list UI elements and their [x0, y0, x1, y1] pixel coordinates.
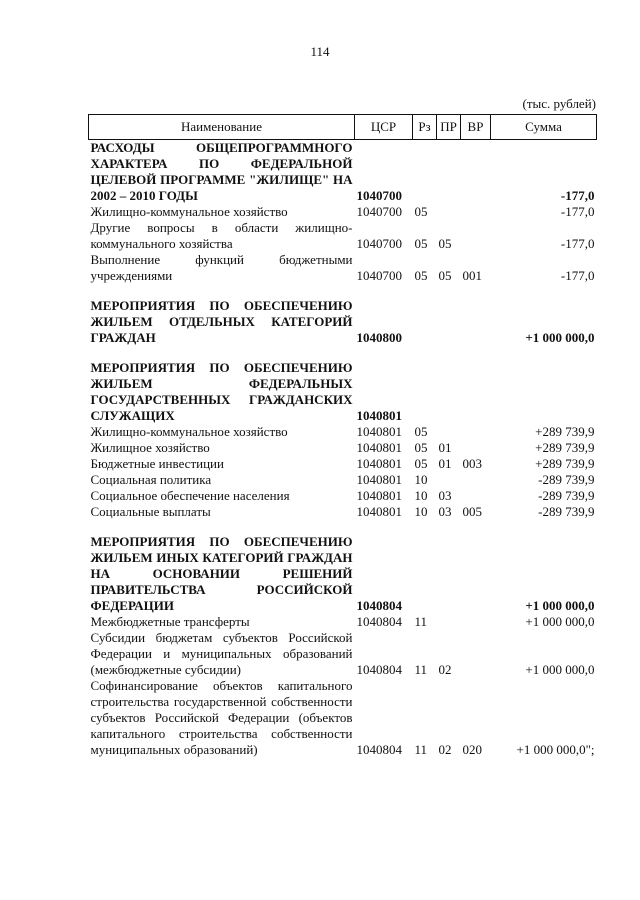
- cell-csr: 1040700: [356, 204, 402, 219]
- table-row: [89, 456, 597, 472]
- cell-csr: 1040700: [356, 236, 402, 251]
- table-row: [89, 520, 597, 614]
- table-row: [89, 504, 597, 520]
- cell-name: Другие вопросы в области жилищно-коммунального хозяйства: [90, 220, 353, 251]
- cell-pr: 01: [438, 456, 452, 471]
- cell-sum: +289 739,9: [535, 440, 595, 455]
- cell-vr: [461, 220, 491, 252]
- table-row: [89, 220, 597, 252]
- header-sum: Сумма: [491, 115, 597, 140]
- cell-vr: [461, 440, 491, 456]
- cell-pr: 02: [438, 662, 452, 677]
- cell-rz: [413, 284, 437, 346]
- cell-csr: 1040804: [356, 662, 402, 677]
- cell-sum: -289 739,9: [538, 488, 595, 503]
- cell-name: Бюджетные инвестиции: [90, 456, 224, 471]
- cell-vr: [461, 284, 491, 346]
- table-row: [89, 346, 597, 424]
- cell-rz: 11: [414, 742, 428, 757]
- cell-rz: 10: [414, 472, 428, 487]
- cell-sum: -289 739,9: [538, 504, 595, 519]
- cell-name: Жилищно-коммунальное хозяйство: [90, 424, 288, 439]
- table-row: [89, 140, 597, 205]
- cell-sum: -177,0: [560, 188, 595, 203]
- cell-vr: [461, 346, 491, 424]
- cell-name: Жилищно-коммунальное хозяйство: [90, 204, 288, 219]
- cell-sum: -177,0: [560, 204, 595, 219]
- table-header-row: [89, 115, 597, 140]
- cell-name: Социальное обеспечение населения: [90, 488, 290, 503]
- cell-vr: [461, 630, 491, 678]
- cell-pr: [437, 284, 461, 346]
- header-vr: ВР: [461, 115, 491, 140]
- cell-rz: 05: [414, 268, 428, 283]
- cell-csr: 1040804: [356, 742, 402, 757]
- budget-table: [88, 114, 597, 758]
- cell-rz: 05: [414, 456, 428, 471]
- header-rz: Рз: [413, 115, 437, 140]
- cell-vr: [461, 140, 491, 205]
- cell-name: Выполнение функций бюджетными учреждениями: [90, 252, 353, 283]
- cell-name: Софинансирование объектов капитального строительства государственной собственности субъектов Российской Федерации (объектов капитального строительства собственности муниципальных образований): [90, 678, 353, 757]
- cell-csr: 1040804: [356, 598, 402, 613]
- cell-csr: 1040801: [356, 424, 402, 439]
- page-number: 114: [310, 44, 330, 59]
- cell-sum: +289 739,9: [535, 424, 595, 439]
- cell-name: Межбюджетные трансферты: [90, 614, 250, 629]
- cell-pr: 05: [438, 268, 452, 283]
- table-row: [89, 284, 597, 346]
- cell-pr: 03: [438, 504, 452, 519]
- table-row: [89, 630, 597, 678]
- cell-vr: 003: [462, 456, 482, 471]
- cell-name: МЕРОПРИЯТИЯ ПО ОБЕСПЕЧЕНИЮ ЖИЛЬЕМ ИНЫХ КАТЕГОРИЙ ГРАЖДАН НА ОСНОВАНИИ РЕШЕНИЙ ПРАВИТЕЛЬСТВА РОССИЙСКОЙ ФЕДЕРАЦИИ: [90, 534, 353, 613]
- cell-vr: [461, 204, 491, 220]
- cell-csr: 1040801: [356, 472, 402, 487]
- cell-rz: [413, 346, 437, 424]
- cell-name: МЕРОПРИЯТИЯ ПО ОБЕСПЕЧЕНИЮ ЖИЛЬЕМ ОТДЕЛЬНЫХ КАТЕГОРИЙ ГРАЖДАН: [90, 298, 353, 345]
- table-row: [89, 614, 597, 630]
- cell-csr: 1040700: [356, 268, 402, 283]
- cell-pr: 02: [438, 742, 452, 757]
- cell-csr: 1040801: [356, 504, 402, 519]
- cell-vr: [461, 614, 491, 630]
- cell-vr: 005: [462, 504, 482, 519]
- cell-rz: 05: [414, 440, 428, 455]
- cell-sum: -177,0: [560, 268, 595, 283]
- cell-sum: +289 739,9: [535, 456, 595, 471]
- header-name: Наименование: [89, 115, 355, 140]
- cell-name: Жилищное хозяйство: [90, 440, 210, 455]
- cell-sum: +1 000 000,0: [525, 662, 595, 677]
- cell-sum: -289 739,9: [538, 472, 595, 487]
- cell-sum: [491, 346, 597, 424]
- cell-pr: 05: [438, 236, 452, 251]
- header-csr: ЦСР: [355, 115, 413, 140]
- cell-pr: [437, 424, 461, 440]
- cell-csr: 1040804: [356, 614, 402, 629]
- cell-rz: 11: [414, 614, 428, 629]
- cell-name: Социальная политика: [90, 472, 212, 487]
- cell-rz: 05: [414, 236, 428, 251]
- cell-pr: [437, 140, 461, 205]
- cell-csr: 1040801: [356, 488, 402, 503]
- units-label: (тыс. рублей): [522, 96, 596, 111]
- table-row: [89, 678, 597, 758]
- cell-sum: -177,0: [560, 236, 595, 251]
- cell-vr: [461, 472, 491, 488]
- cell-pr: 03: [438, 488, 452, 503]
- cell-pr: [437, 520, 461, 614]
- cell-vr: [461, 424, 491, 440]
- table-row: [89, 204, 597, 220]
- table-row: [89, 472, 597, 488]
- cell-pr: [437, 614, 461, 630]
- cell-name: Субсидии бюджетам субъектов Российской Федерации и муниципальных образований (межбюджетные субсидии): [90, 630, 353, 677]
- cell-pr: [437, 472, 461, 488]
- cell-name: Социальные выплаты: [90, 504, 211, 519]
- cell-sum: +1 000 000,0: [525, 598, 595, 613]
- cell-rz: [413, 140, 437, 205]
- cell-pr: [437, 346, 461, 424]
- cell-vr: [461, 520, 491, 614]
- cell-rz: 05: [414, 424, 428, 439]
- cell-rz: 10: [414, 504, 428, 519]
- cell-pr: [437, 204, 461, 220]
- cell-vr: [461, 488, 491, 504]
- cell-rz: 11: [414, 662, 428, 677]
- table-row: [89, 252, 597, 284]
- cell-name: МЕРОПРИЯТИЯ ПО ОБЕСПЕЧЕНИЮ ЖИЛЬЕМ ФЕДЕРАЛЬНЫХ ГОСУДАРСТВЕННЫХ ГРАЖДАНСКИХ СЛУЖАЩИХ: [90, 360, 353, 423]
- cell-rz: 10: [414, 488, 428, 503]
- table-row: [89, 440, 597, 456]
- cell-rz: [413, 520, 437, 614]
- cell-csr: 1040800: [356, 330, 402, 345]
- header-pr: ПР: [437, 115, 461, 140]
- cell-sum: +1 000 000,0: [525, 614, 595, 629]
- cell-csr: 1040801: [356, 408, 402, 423]
- cell-pr: 01: [438, 440, 452, 455]
- cell-sum: +1 000 000,0";: [516, 742, 595, 757]
- cell-csr: 1040801: [356, 456, 402, 471]
- table-row: [89, 424, 597, 440]
- cell-csr: 1040700: [356, 188, 402, 203]
- cell-rz: 05: [414, 204, 428, 219]
- table-row: [89, 488, 597, 504]
- cell-vr: 001: [462, 268, 482, 283]
- cell-vr: 020: [462, 742, 482, 757]
- cell-csr: 1040801: [356, 440, 402, 455]
- cell-name: РАСХОДЫ ОБЩЕПРОГРАММНОГО ХАРАКТЕРА ПО ФЕДЕРАЛЬНОЙ ЦЕЛЕВОЙ ПРОГРАММЕ "ЖИЛИЩЕ" НА 2002 – 2010 ГОДЫ: [90, 140, 353, 203]
- cell-sum: +1 000 000,0: [525, 330, 595, 345]
